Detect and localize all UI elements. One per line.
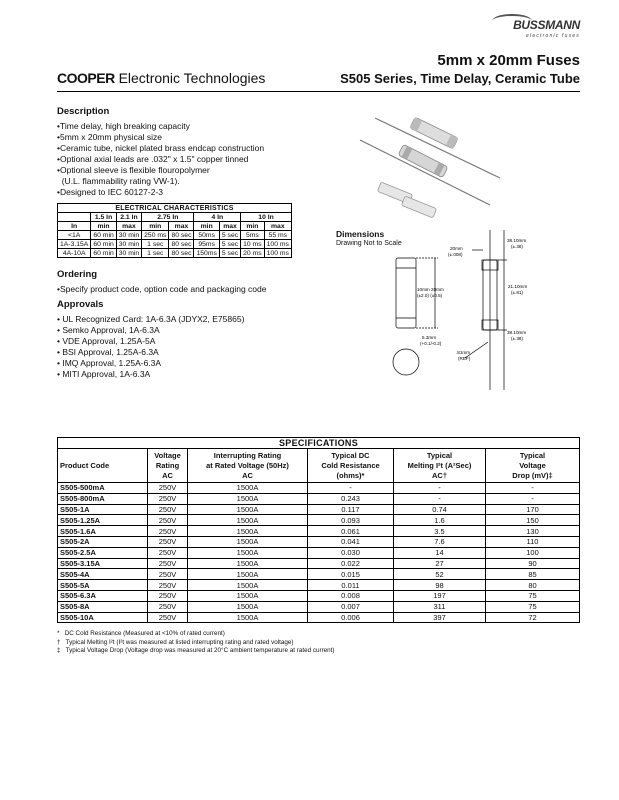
elec-cell: 30 min xyxy=(116,231,141,240)
elec-cell: 20 ms xyxy=(241,249,265,258)
elec-cell: 55 ms xyxy=(264,231,291,240)
spec-cell: 250V xyxy=(148,612,188,623)
spec-cell: 7.6 xyxy=(394,536,486,547)
spec-cell: 0.030 xyxy=(308,547,394,558)
elec-sub-header: max xyxy=(264,222,291,231)
elec-group-header: 2.75 In xyxy=(142,213,194,222)
spec-cell: 72 xyxy=(486,612,580,623)
dim-label-length-tol: (±2.0) (±0.5) xyxy=(417,293,443,298)
brand-name: BUSSMANN xyxy=(513,18,580,32)
spec-cell: 0.117 xyxy=(308,504,394,515)
spec-row xyxy=(58,504,580,515)
fuse-body-outline xyxy=(396,258,416,328)
spec-cell: 250V xyxy=(148,601,188,612)
spec-cell: 1500A xyxy=(188,558,308,569)
spec-product-code: S505-5A xyxy=(58,580,148,591)
spec-cell: 197 xyxy=(394,590,486,601)
spec-product-code: S505-10A xyxy=(58,612,148,623)
spec-cell: 1500A xyxy=(188,536,308,547)
elec-cell: 150ms xyxy=(194,249,219,258)
spec-cell: 311 xyxy=(394,601,486,612)
spec-cell: 250V xyxy=(148,536,188,547)
spec-cell: 0.022 xyxy=(308,558,394,569)
spec-row xyxy=(58,558,580,569)
elec-cell: 1 sec xyxy=(142,240,169,249)
elec-cell: 80 sec xyxy=(169,249,194,258)
footnotes xyxy=(57,630,335,656)
elec-cell: 30 min xyxy=(116,240,141,249)
elec-sub-header: max xyxy=(116,222,141,231)
specifications-caption: SPECIFICATIONS xyxy=(58,438,580,449)
spec-cell: 80 xyxy=(486,580,580,591)
spec-cell: 0.243 xyxy=(308,493,394,504)
elec-cell: 5 sec xyxy=(219,249,240,258)
approvals-list xyxy=(57,314,244,380)
electrical-caption: ELECTRICAL CHARACTERISTICS xyxy=(58,204,292,213)
spec-product-code: S505-6.3A xyxy=(58,590,148,601)
spec-cell: 75 xyxy=(486,601,580,612)
elec-group-header: 4 In xyxy=(194,213,241,222)
spec-cell: 100 xyxy=(486,547,580,558)
spec-product-code: S505-2.5A xyxy=(58,547,148,558)
spec-cell: 0.015 xyxy=(308,569,394,580)
spec-cell: 250V xyxy=(148,580,188,591)
elec-cell: 30 min xyxy=(116,249,141,258)
dim-label-wire: .81mm xyxy=(456,350,471,355)
spec-cell: 52 xyxy=(394,569,486,580)
elec-sub-header: min xyxy=(91,222,116,231)
spec-row xyxy=(58,493,580,504)
description-item: •Time delay, high breaking capacity xyxy=(57,121,190,131)
spec-header: Typical Melting I²t (A²Sec) AC† xyxy=(394,449,486,483)
dim-label-end: 5.3mm xyxy=(422,335,437,340)
company-cooper: COOPER xyxy=(57,70,115,86)
description-item: •5mm x 20mm physical size xyxy=(57,132,163,142)
spec-cell: 1500A xyxy=(188,515,308,526)
spec-cell: 250V xyxy=(148,569,188,580)
dimension-drawing xyxy=(380,230,540,400)
spec-row xyxy=(58,612,580,623)
dimensions-subheading: Drawing Not to Scale xyxy=(336,240,402,247)
dimensions-heading: Dimensions xyxy=(336,229,385,239)
spec-cell: 1500A xyxy=(188,547,308,558)
spec-cell: - xyxy=(486,493,580,504)
elec-cell: 10 ms xyxy=(241,240,265,249)
dim-label-end-tol: (+0.1/-0.2) xyxy=(420,341,442,346)
spec-row xyxy=(58,590,580,601)
company-rest: Electronic Technologies xyxy=(114,70,266,86)
approval-item: • VDE Approval, 1.25A-5A xyxy=(57,336,156,346)
approval-item: • MITI Approval, 1A-6.3A xyxy=(57,369,151,379)
spec-row xyxy=(58,526,580,537)
spec-cell: 0.061 xyxy=(308,526,394,537)
spec-cell: 250V xyxy=(148,504,188,515)
spec-cell: 75 xyxy=(486,590,580,601)
elec-cell: 1A-3.15A xyxy=(58,240,91,249)
spec-cell: 0.007 xyxy=(308,601,394,612)
spec-body xyxy=(58,483,580,623)
spec-row xyxy=(58,569,580,580)
spec-row xyxy=(58,580,580,591)
elec-cell: 1 sec xyxy=(142,249,169,258)
spec-product-code: S505-4A xyxy=(58,569,148,580)
elec-cell: 60 min xyxy=(91,240,116,249)
spec-cell: 150 xyxy=(486,515,580,526)
elec-cell: 5 sec xyxy=(219,240,240,249)
spec-cell: 250V xyxy=(148,526,188,537)
elec-cell: 60 min xyxy=(91,231,116,240)
spec-header: Typical Voltage Drop (mV)‡ xyxy=(486,449,580,483)
description-item: •Optional sleeve is flexible flouropolymer xyxy=(57,165,210,175)
elec-row xyxy=(58,240,292,249)
ordering-heading: Ordering xyxy=(57,269,98,280)
approval-item: • IMQ Approval, 1.25A-6.3A xyxy=(57,358,162,368)
spec-cell: 1500A xyxy=(188,493,308,504)
spec-cell: 1500A xyxy=(188,601,308,612)
spec-header: Typical DC Cold Resistance (ohms)* xyxy=(308,449,394,483)
elec-row xyxy=(58,249,292,258)
elec-cell: 100 ms xyxy=(264,240,291,249)
spec-cell: 1500A xyxy=(188,569,308,580)
spec-header-row xyxy=(58,449,580,483)
description-item: (U.L. flammability rating VW-1). xyxy=(57,176,180,186)
spec-product-code: S505-500mA xyxy=(58,483,148,494)
spec-cell: 0.006 xyxy=(308,612,394,623)
page-subtitle: S505 Series, Time Delay, Ceramic Tube xyxy=(340,71,580,86)
spec-cell: 0.74 xyxy=(394,504,486,515)
elec-cell: <1A xyxy=(58,231,91,240)
elec-cell: 5 sec xyxy=(219,231,240,240)
footnote: ‡ Typical Voltage Drop (Voltage drop was measured at 20°C ambient temperature at rated current) xyxy=(57,647,335,654)
spec-cell: 0.008 xyxy=(308,590,394,601)
fuse-end-view xyxy=(393,349,419,375)
elec-cell: 60 min xyxy=(91,249,116,258)
spec-cell: 1500A xyxy=(188,580,308,591)
spec-cell: 1500A xyxy=(188,590,308,601)
description-heading: Description xyxy=(57,106,110,117)
spec-cell: 250V xyxy=(148,483,188,494)
dim-label-body-tol: (±.81) xyxy=(511,290,523,295)
elec-sub-header: min xyxy=(241,222,265,231)
fuse-photo-sleeved-fuse xyxy=(360,140,490,205)
header-divider xyxy=(57,91,580,92)
spec-product-code: S505-800mA xyxy=(58,493,148,504)
elec-cell: 4A-10A xyxy=(58,249,91,258)
spec-cell: 1500A xyxy=(188,526,308,537)
spec-cell: 250V xyxy=(148,558,188,569)
spec-cell: 250V xyxy=(148,547,188,558)
bussmann-logo xyxy=(492,18,580,42)
spec-product-code: S505-3.15A xyxy=(58,558,148,569)
dim-label-length: 10mm 20mm xyxy=(417,287,444,292)
description-item: •Optional axial leads are .032" x 1.5" copper tinned xyxy=(57,154,249,164)
spec-cell: 1.6 xyxy=(394,515,486,526)
elec-cell: 95ms xyxy=(194,240,219,249)
description-item: •Ceramic tube, nickel plated brass endcap construction xyxy=(57,143,265,153)
spec-row xyxy=(58,515,580,526)
spec-cell: 250V xyxy=(148,493,188,504)
spec-cell: 170 xyxy=(486,504,580,515)
spec-cell: 98 xyxy=(394,580,486,591)
ordering-list xyxy=(57,284,266,295)
elec-cell: 80 sec xyxy=(169,240,194,249)
spec-cell: 0.093 xyxy=(308,515,394,526)
elec-sub-header: min xyxy=(142,222,169,231)
approval-item: • BSI Approval, 1.25A-6.3A xyxy=(57,347,159,357)
specifications-table xyxy=(57,437,580,623)
spec-cell: 0.011 xyxy=(308,580,394,591)
spec-cell: 85 xyxy=(486,569,580,580)
spec-row xyxy=(58,547,580,558)
spec-cell: - xyxy=(308,483,394,494)
elec-group-header: 10 In xyxy=(241,213,292,222)
footnote: † Typical Melting I²t (I²t was measured at listed interrupting rating and rated voltage) xyxy=(57,638,294,646)
spec-product-code: S505-1.6A xyxy=(58,526,148,537)
footnote: * DC Cold Resistance (Measured at <10% of rated current) xyxy=(57,630,225,637)
approvals-heading: Approvals xyxy=(57,299,104,310)
dim-label-lead-top: 38.10mm xyxy=(507,238,527,243)
spec-header: Product Code xyxy=(58,449,148,483)
electrical-characteristics-table xyxy=(57,203,292,258)
elec-cell: 100 ms xyxy=(264,249,291,258)
approval-item: • Semko Approval, 1A-6.3A xyxy=(57,325,160,335)
description-item: •Designed to IEC 60127-2-3 xyxy=(57,187,163,197)
elec-sub-header: In xyxy=(58,222,91,231)
elec-group-header: 1.5 In xyxy=(91,213,116,222)
elec-cell: 50ms xyxy=(194,231,219,240)
spec-row xyxy=(58,601,580,612)
spec-cell: 1500A xyxy=(188,612,308,623)
fuse-product-photo xyxy=(340,100,510,220)
spec-cell: 1500A xyxy=(188,483,308,494)
dim-label-lead-bottom: 38.10mm xyxy=(507,330,527,335)
elec-sub-header: max xyxy=(219,222,240,231)
elec-cell: 80 sec xyxy=(169,231,194,240)
spec-cell: 90 xyxy=(486,558,580,569)
spec-cell: 250V xyxy=(148,590,188,601)
spec-cell: 130 xyxy=(486,526,580,537)
dim-label-lead-top-tol: (±.38) xyxy=(511,244,523,249)
spec-cell: 27 xyxy=(394,558,486,569)
page-title: 5mm x 20mm Fuses xyxy=(437,52,580,69)
spec-product-code: S505-8A xyxy=(58,601,148,612)
spec-product-code: S505-1.25A xyxy=(58,515,148,526)
fuse-photo-cartridge-fuses xyxy=(377,182,436,218)
brand-tagline: electronic fuses xyxy=(526,33,580,39)
spec-cell: - xyxy=(394,493,486,504)
spec-row xyxy=(58,536,580,547)
spec-header: Interrupting Rating at Rated Voltage (50Hz) AC xyxy=(188,449,308,483)
elec-group-header: 2.1 In xyxy=(116,213,141,222)
spec-cell: 397 xyxy=(394,612,486,623)
ordering-item: •Specify product code, option code and packaging code xyxy=(57,284,267,294)
spec-product-code: S505-1A xyxy=(58,504,148,515)
spec-cell: 0.041 xyxy=(308,536,394,547)
company-name xyxy=(57,70,265,86)
spec-cell: 250V xyxy=(148,515,188,526)
dim-label-dia-tol: (±.008) xyxy=(448,252,463,257)
spec-cell: 3.5 xyxy=(394,526,486,537)
spec-cell: - xyxy=(394,483,486,494)
elec-row xyxy=(58,231,292,240)
dim-label-lead-bottom-tol: (±.38) xyxy=(511,336,523,341)
spec-header: Voltage Rating AC xyxy=(148,449,188,483)
spec-cell: 14 xyxy=(394,547,486,558)
approval-item: • UL Recognized Card: 1A-6.3A (JDYX2, E75865) xyxy=(57,314,245,324)
dim-label-dia: 20mm xyxy=(450,246,463,251)
elec-sub-header: max xyxy=(169,222,194,231)
spec-cell: - xyxy=(486,483,580,494)
dim-label-wire-ref: (REF) xyxy=(458,356,471,361)
spec-cell: 110 xyxy=(486,536,580,547)
elec-cell: 5ms xyxy=(241,231,265,240)
spec-product-code: S505-2A xyxy=(58,536,148,547)
spec-cell: 1500A xyxy=(188,504,308,515)
description-list xyxy=(57,121,264,198)
elec-sub-header: min xyxy=(194,222,219,231)
spec-row xyxy=(58,483,580,494)
dim-label-body: 21.10mm xyxy=(508,284,528,289)
elec-cell: 250 ms xyxy=(142,231,169,240)
